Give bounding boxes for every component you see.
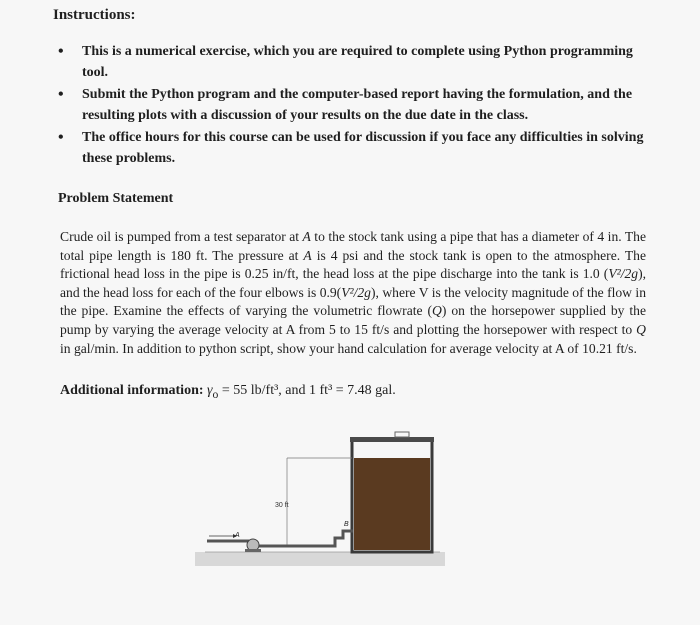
var-q: Q [432, 303, 442, 319]
pipe [207, 531, 353, 546]
problem-text: ), and the head loss for each of the four elbows is 0.9( [60, 266, 646, 300]
instructions-list [56, 41, 656, 170]
additional-label: Additional information: [60, 383, 204, 398]
problem-text: Crude oil is pumped from a test separator at [60, 229, 303, 244]
instruction-item: • The office hours for this course can be used for discussion if you face any difficulties in solving these problems. [56, 127, 656, 169]
tank-top [350, 437, 434, 442]
instructions-heading: Instructions: [53, 7, 136, 23]
problem-text: is 4 psi and the stock tank is open to the atmosphere. The frictional head loss in the pipe is 0.25 in/ft, the head loss at the pipe discharge into the tank is 1.0 ( [60, 247, 646, 282]
problem-text: ) on the horsepower supplied by the pump by varying the average velocity at A from 5 to 15 ft/s and plotting the horsepower with respect to [60, 303, 646, 337]
instruction-item: • Submit the Python program and the computer-based report having the formulation, and the resulting plots with a discussion of your results on the due date in the class. [56, 84, 656, 126]
problem-text: ), where V is the velocity magnitude of the flow in the pipe. Examine the effects of varying the volumetric flowrate ( [60, 284, 646, 319]
oil-fill [354, 458, 430, 550]
additional-text: = 55 lb/ft³, and 1 ft³ = 7.48 gal. [218, 383, 396, 398]
height-label: 30 ft [275, 502, 289, 509]
var-a: A [302, 229, 311, 244]
gamma-subscript: o [212, 387, 219, 401]
point-a-label: A [235, 532, 240, 539]
additional-info [60, 383, 396, 401]
var-q: Q [636, 321, 646, 337]
problem-statement [60, 228, 646, 358]
var-a: A [303, 247, 312, 263]
problem-text: to the stock tank using a pipe that has a diameter of 4 in. The total pipe length is 180 ft. The pressure at [60, 229, 646, 263]
problem-heading: Problem Statement [58, 191, 174, 206]
problem-text: in gal/min. In addition to python script, show your hand calculation for average velocity at A of 10.21 ft/s. [60, 340, 637, 356]
formula: V²/2g [608, 266, 639, 282]
pump-tank-diagram [195, 428, 445, 578]
point-b-label: B [344, 521, 349, 528]
gamma-symbol: γ [207, 383, 213, 398]
instruction-item: • This is a numerical exercise, which you are required to complete using Python programming tool. [56, 41, 656, 83]
pump-base [245, 549, 261, 552]
ground [195, 552, 445, 566]
vent-icon [395, 432, 409, 437]
formula: V²/2g [341, 284, 371, 300]
